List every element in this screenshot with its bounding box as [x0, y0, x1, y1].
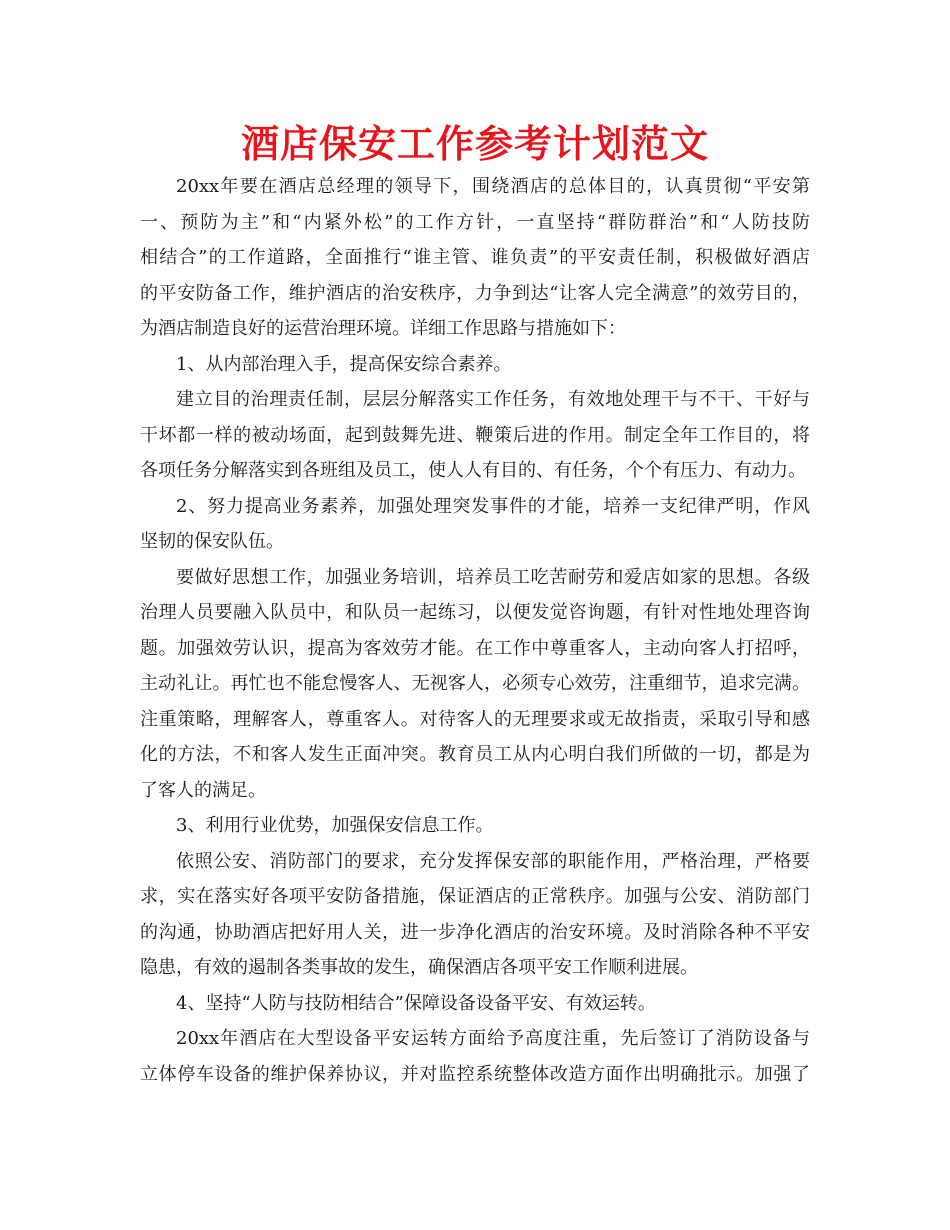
text-line: 坚韧的保安队伍。 — [140, 531, 284, 552]
text-line: 求，实在落实好各项平安防备措施，保证酒店的正常秩序。加强与公安、消防部门 — [140, 886, 810, 907]
text-line: 3、利用行业优势，加强保安信息工作。 — [176, 815, 494, 836]
document-body — [140, 169, 810, 1092]
text-line: 治理人员要融入队员中，和队员一起练习，以便发觉咨询题，有针对性地处理咨询 — [140, 602, 810, 623]
text-line: 4、坚持“人防与技防相结合”保障设备设备平安、有效运转。 — [176, 992, 656, 1014]
text-line: 立体停车设备的维护保养协议，并对监控系统整体改造方面作出明确批示。加强了 — [140, 1063, 810, 1085]
text-line: 了客人的满足。 — [140, 779, 266, 801]
text-line: 为酒店制造良好的运营治理环境。详细工作思路与措施如下： — [140, 318, 626, 339]
text-line: 的平安防备工作，维护酒店的治安秩序，力争到达“让客人完全满意”的效劳目的， — [140, 282, 810, 304]
text-line: 要做好思想工作，加强业务培训，培养员工吃苦耐劳和爱店如家的思想。各级 — [176, 566, 810, 588]
text-line: 各项任务分解落实到各班组及员工，使人人有目的、有任务，个个有压力、有动力。 — [140, 460, 806, 481]
text-line: 主动礼让。再忙也不能怠慢客人、无视客人，必须专心效劳，注重细节，追求完满。 — [140, 673, 810, 694]
text-line: 一、预防为主”和“内紧外松”的工作方针，一直坚持“群防群治”和“人防技防 — [140, 211, 810, 233]
text-line: 干坏都一样的被动场面，起到鼓舞先进、鞭策后进的作用。制定全年工作目的，将 — [140, 424, 810, 446]
text-line: 1、从内部治理入手，提高保安综合素养。 — [176, 353, 512, 375]
text-line: 相结合”的工作道路，全面推行“谁主管、谁负责”的平安责任制，积极做好酒店 — [140, 247, 810, 268]
text-line: 化的方法，不和客人发生正面冲突。教育员工从内心明白我们所做的一切，都是为 — [140, 744, 810, 765]
text-line: 隐患，有效的遏制各类事故的发生，确保酒店各项平安工作顺利进展。 — [140, 957, 698, 978]
text-line: 注重策略，理解客人，尊重客人。对待客人的无理要求或无故指责，采取引导和感 — [140, 708, 810, 730]
text-line: 依照公安、消防部门的要求，充分发挥保安部的职能作用，严格治理，严格要 — [176, 850, 810, 872]
text-line: 的沟通，协助酒店把好用人关，进一步净化酒店的治安环境。及时消除各种不平安 — [140, 921, 810, 943]
text-line: 建立目的治理责任制，层层分解落实工作任务，有效地处理干与不干、干好与 — [176, 389, 810, 410]
text-line: 题。加强效劳认识，提高为客效劳才能。在工作中尊重客人，主动向客人打招呼， — [140, 637, 810, 659]
document-title: 酒店保安工作参考计划范文 — [240, 122, 709, 166]
text-line: 20xx年酒店在大型设备平安运转方面给予高度注重，先后签订了消防设备与 — [176, 1028, 810, 1049]
text-line: 20xx年要在酒店总经理的领导下，围绕酒店的总体目的，认真贯彻“平安第 — [176, 176, 810, 197]
text-line: 2、努力提高业务素养，加强处理突发事件的才能，培养一支纪律严明，作风 — [176, 495, 810, 517]
